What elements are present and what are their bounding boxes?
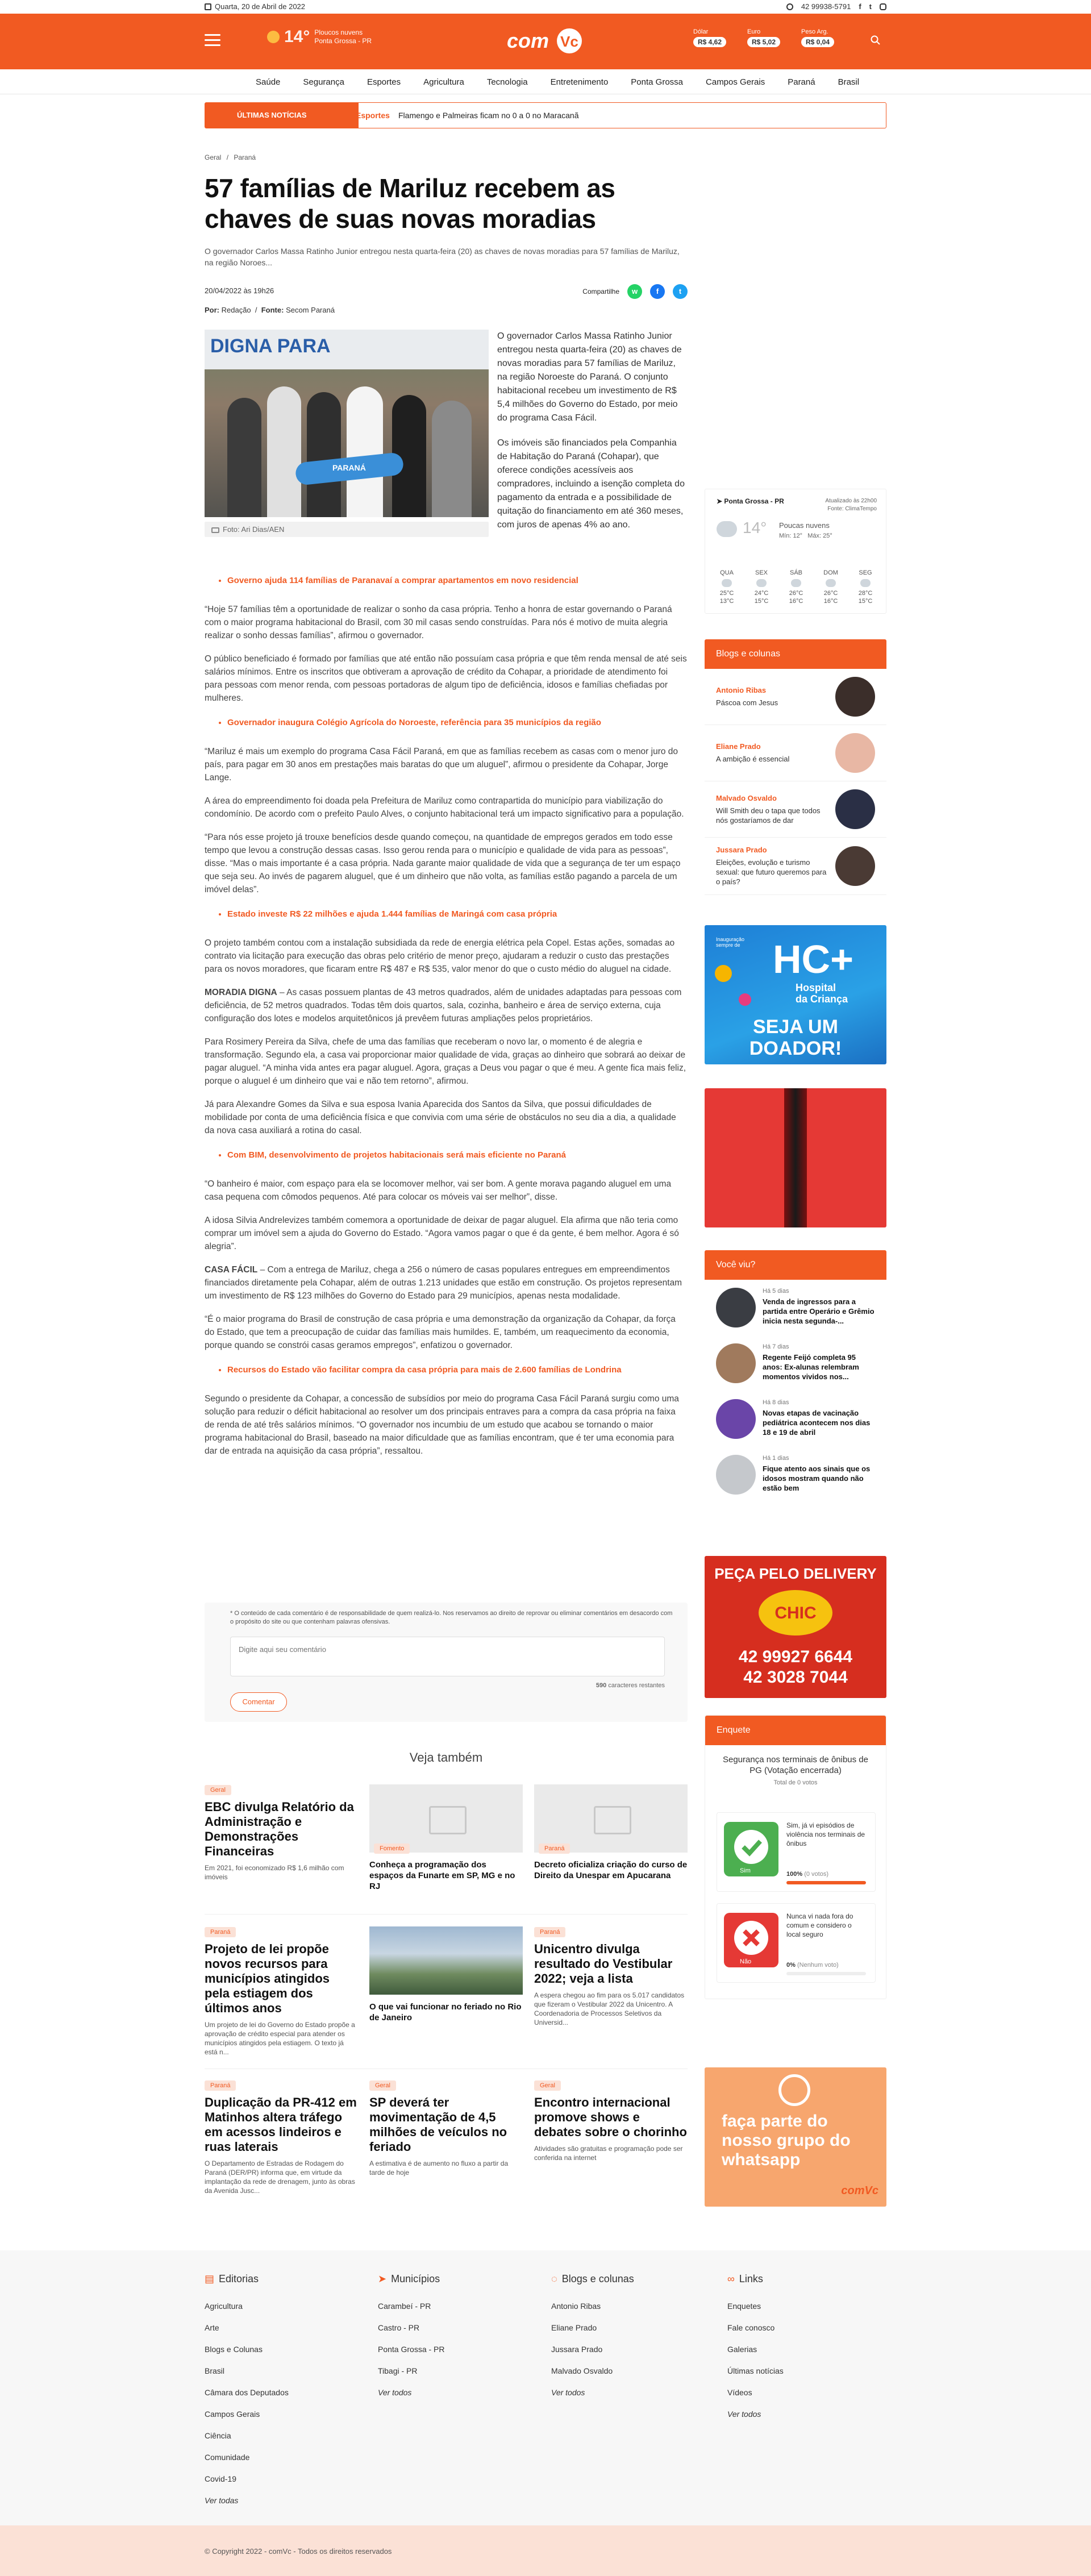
ad-cta: SEJA UM DOADOR! [749,1016,842,1059]
paragraph: “Mariluz é mais um exemplo do programa Casa Fácil Paraná, em que as famílias recebem as casas com o menor juro do país, para pagar em 30 anos em prestações mais baratas do que um aluguel”, afirmou o presidente da Cohapar, Jorge Lange. [205,747,678,783]
card-image-placeholder[interactable] [369,1784,523,1853]
card-image[interactable] [369,1926,523,1995]
footer-link[interactable]: Covid-19 [205,2474,237,2483]
nav-item-parana[interactable]: Paraná [788,77,815,87]
nav-item-ponta-grossa[interactable]: Ponta Grossa [631,77,684,87]
avatar[interactable] [835,789,875,829]
comment-input[interactable] [230,1637,665,1676]
currency-peso: Peso Arg. R$ 0,04 [801,28,834,47]
ad-hospital[interactable]: Inauguração sempre de HC+ Hospital da Criança SEJA UM DOADOR! [705,925,886,1064]
blog-item[interactable]: Antonio Ribas Páscoa com Jesus [705,669,886,725]
weather-temp: 14° [743,519,767,536]
card-tag[interactable]: Geral [205,1785,231,1795]
header-weather-cond: Ploucos nuvens [314,28,363,36]
footer-link[interactable]: Blogs e Colunas [205,2345,263,2354]
footer-col-municipios: ➤ Municípios Carambeí - PR Castro - PR Ponta Grossa - PR Tibagi - PR Ver todos [378,2273,537,2403]
poll-total: Total de 0 votos [773,1779,818,1786]
list-item[interactable]: Há 5 dias Venda de ingressos para a partida entre Operário e Grêmio inicia nesta segunda-... [705,1280,886,1335]
calendar-icon [205,3,211,10]
footer-link[interactable]: Vídeos [727,2388,752,2397]
paragraph: CASA FÁCIL – Com a entrega de Mariluz, chega a 256 o número de casas populares entregues em empreendimentos financiados diretamente pela Cohapar, além de outras 1.213 unidades que estão em construção. Os projetos representam um investimento de R$ 123 milhões do Governo do Estado para 29 municípios, apenas nesta modalidade. [205,1265,682,1301]
site-footer [0,2250,1091,2525]
footer-link[interactable]: Campos Gerais [205,2409,260,2419]
paragraph: “O banheiro é maior, com espaço para ela se locomover melhor, vai ser bom. A gente morava pagando aluguel em uma casa pequena com cômodos pequenos. Até para colocar os móveis vai ser melhor”, disse. [205,1179,672,1202]
poll-option[interactable]: Não Nunca vi nada fora do comum e considero o local seguro 0% (Nenhum voto) [717,1903,876,1983]
blog-item[interactable]: Malvado Osvaldo Will Smith deu o tapa que todos nós gostaríamos de dar [705,781,886,838]
poll-widget [705,1715,886,1999]
card-title[interactable]: Unicentro divulga resultado do Vestibular 2022; veja a lista [534,1942,673,1986]
article-photo[interactable] [205,330,489,517]
currency-dollar: Dólar R$ 4,62 [693,28,726,47]
footer-link[interactable]: Câmara dos Deputados [205,2388,289,2397]
card-desc: Um projeto de lei do Governo do Estado propõe a aprovação de crédito especial para atender os municípios atingidos pela estiagem. O texto já está n... [205,2021,355,2056]
nav-item-campos-gerais[interactable]: Campos Gerais [706,77,765,87]
avatar[interactable] [835,733,875,773]
card-title[interactable]: Conheça a programação dos espaços da Funarte em SP, MG e no RJ [369,1860,515,1891]
avatar[interactable] [835,846,875,886]
nav-item-entretenimento[interactable]: Entretenimento [550,77,609,87]
news-card[interactable] [369,2080,523,2177]
poll-title: Enquete [705,1716,886,1745]
paragraph: O público beneficiado é formado por famílias que até então não possuíam casa própria e que têm renda mensal de até seis salários mínimos. Entre os inscritos que obtiveram a aprovação de crédito da Cohapar, a prioridade de atendimento foi para pessoas com menor renda, com pessoas portadoras de algum tipo de deficiência, idosos e famílias chefiadas por mulheres. [205,654,687,703]
link-icon: ∞ [727,2273,735,2284]
article-lead [497,330,688,543]
news-card[interactable] [534,2080,688,2162]
list-item[interactable]: Há 8 dias Novas etapas de vacinação pediátrica acontecem nos dias 18 e 19 de abril [705,1391,886,1447]
footer-link[interactable]: Tibagi - PR [378,2366,418,2375]
footer-see-all[interactable]: Ver todas [205,2496,239,2505]
weather-updated: Atualizado às 22h00 [825,498,877,504]
card-title[interactable]: Decreto oficializa criação do curso de Direito da Unespar em Apucarana [534,1860,688,1880]
poll-bar [786,1881,866,1884]
weather-min: Mín: 12° [779,532,803,539]
paragraph: A idosa Silvia Andrelevizes também comemora a oportunidade de deixar de pagar aluguel. Ela afirma que não teria como comprar um imóvel sem a ajuda do Governo do Estado. “Agora vamos pagar o que é da gente, é bem melhor. Agora é só alegria”. [205,1216,679,1251]
nav-item-saude[interactable]: Saúde [256,77,281,87]
photo-key-text: PARANÁ [332,463,366,472]
paragraph: “É o maior programa do Brasil de construção de casa própria e uma demonstração da organização da Cohapar, da força do Estado, que tem a preocupação de cuidar das famílias mais humildes. E, também, um reaquecimento da economia, porque quando se constrói casas geramos empregos”, enfatizou o governador. [205,1314,676,1350]
share-bar [582,284,688,299]
instagram-icon[interactable] [880,3,886,10]
nav-item-esportes[interactable]: Esportes [367,77,401,87]
twitter-share-icon[interactable]: t [673,284,688,299]
char-counter: 590 caracteres restantes [596,1682,665,1689]
paragraph: Para Rosimery Pereira da Silva, chefe de uma das famílias que receberam o novo lar, o momento é de alegria e transformação. Segundo ela, a casa vai proporcionar maior qualidade de vida, graças ao dinheiro que sobrará ao deixar de pagar aluguel. “A minha vida antes era pagar aluguel. Agora, graças a Deus vou pagar o que é meu. A gente fica mais feliz, porque o aluguel é um dinheiro que vai e não tem retorno”, afirmou. [205,1037,686,1086]
footer-link[interactable]: Arte [205,2323,219,2332]
ticker-label: ÚLTIMAS NOTÍCIAS [205,103,359,128]
news-card[interactable] [369,1926,523,2023]
paragraph: “Para nós esse projeto já trouxe benefícios desde quando começou, na quantidade de empregos gerados em todo esse tempo que levou a construção dessas casas. Isso gerou renda para o município e qualidade de vida para as pessoas”, disse. “Mas o mais importante é a casa própria. Nada garante maior qualidade de vida que a segurança de ter um espaço que seja seu. Ao invés de pagarem aluguel, que é um dinheiro que não volta, as famílias estão pagando a parcela de um imóvel delas”. [205,833,681,894]
ticker-category[interactable]: Esportes [356,111,390,120]
blogs-title: Blogs e colunas [705,639,886,669]
main-nav [0,69,1091,94]
header-temp: 14° [284,27,310,46]
facebook-share-icon[interactable]: f [650,284,665,299]
search-icon[interactable] [871,35,881,45]
footer-col-editorias: ▤ Editorias Agricultura Arte Blogs e Colunas Brasil Câmara dos Deputados Campos Gerais Ciência Comunidade Covid-19 Ver todas [205,2273,364,2511]
weather-source: Fonte: ClimaTempo [827,506,877,512]
footer-link[interactable]: Ponta Grossa - PR [378,2345,445,2354]
footer-see-all[interactable]: Ver todos [378,2388,412,2397]
related-link[interactable]: Estado investe R$ 22 milhões e ajuda 1.444 famílias de Maringá com casa própria [227,909,557,919]
related-link[interactable]: Governador inaugura Colégio Agrícola do Noroeste, referência para 35 municípios da região [227,718,601,727]
top-bar [0,0,1091,14]
voce-viu-title: Você viu? [705,1250,886,1280]
footer-link[interactable]: Últimas notícias [727,2366,784,2375]
comment-button[interactable]: Comentar [230,1692,287,1712]
nav-item-agricultura[interactable]: Agricultura [423,77,464,87]
ad-brand: CHIC [774,1604,817,1622]
paragraph: Já para Alexandre Gomes da Silva e sua esposa Ivania Aparecida dos Santos da Silva, que possui dificuldades de mobilidade por conta de uma deficiência física e que convivia com uma série de obstáculos no seu dia a dia, a qualidade da nova casa auxiliará a rotina do casal. [205,1100,676,1135]
card-title[interactable]: Encontro internacional promove shows e debates sobre o chorinho [534,2095,687,2139]
lead-paragraph: O governador Carlos Massa Ratinho Junior entregou nesta quarta-feira (20) as chaves de novas moradias para 57 famílias de Mariluz, na região Noroeste do Paraná. O conjunto habitacional recebeu um investimento de R$ 5,4 milhões do Governo do Estado, por meio do programa Casa Fácil. [497,331,682,423]
cloud-icon [826,579,836,587]
cloud-icon [756,579,767,587]
lead-paragraph: Os imóveis são financiados pela Companhia de Habitação do Paraná (Cohapar), que oferece condições acessíveis aos compradores, incluindo a isenção completa do pagamento da entrada e a possibilidade de quitação do financiamento em até 360 meses, com juros de apenas 4% ao ano. [497,438,685,530]
footer-link[interactable]: Brasil [205,2366,225,2375]
ad-delivery[interactable]: PEÇA PELO DELIVERY CHIC 42 99927 6644 42 3028 7044 [705,1556,886,1698]
site-logo[interactable] [506,26,585,56]
list-item[interactable]: Há 7 dias Regente Feijó completa 95 anos: Ex-alunas relembram momentos vividos nos... [705,1335,886,1391]
card-title[interactable]: Duplicação da PR-412 em Matinhos altera tráfego em acessos lindeiros e ruas laterais [205,2095,357,2154]
poll-question: Segurança nos terminais de ônibus de PG (Votação encerrada) [723,1755,868,1775]
copyright-text: © Copyright 2022 - comVc - Todos os direitos reservados [205,2547,392,2556]
ad-brand: comVc [841,2184,878,2197]
related-link[interactable]: Governo ajuda 114 famílias de Paranavaí a comprar apartamentos em novo residencial [227,576,578,585]
paragraph: O projeto também contou com a instalação subsidiada da rede de energia elétrica pela Copel. Estas ações, somadas ao contrato via licitação para execução das obras pelo critério de menor preço, ajudaram a reduzir o custo das prestações para os novos moradores, que ficaram entre R$ 487 e R$ 535, valor menor do que o custo médio do aluguel na cidade. [205,938,675,974]
footer-link[interactable]: Jussara Prado [551,2345,603,2354]
footer-link[interactable]: Malvado Osvaldo [551,2366,613,2375]
paragraph: “Hoje 57 famílias têm a oportunidade de realizar o sonho da casa própria. Tenho a honra de estar governando o Paraná com o maior programa habitacional do Brasil, com 30 mil casas sendo construídas. Para nós é motivo de muita alegria realizar o sonho dessas famílias”, afirmou o governador. [205,605,672,640]
article-source: Secom Paraná [286,306,335,314]
footer-link[interactable]: Enquetes [727,2302,761,2311]
current-date: Quarta, 20 de Abril de 2022 [215,2,306,11]
avatar[interactable] [835,677,875,717]
paragraph: A área do empreendimento foi doada pela Prefeitura de Mariluz como contrapartida do município para viabilização do condomínio. De acordo com o prefeito Paulo Alves, o conjunto habitacional terá um impacto significativo para a população. [205,796,684,819]
navigation-icon: ➤ [378,2273,387,2284]
see-also-section [205,1750,688,2195]
ad-brand: HC+ [773,937,853,981]
forecast-row [711,569,881,605]
card-title[interactable]: O que vai funcionar no feriado no Rio de Janeiro [369,2002,522,2022]
location-icon: ➤ [717,497,724,505]
poll-option[interactable]: Sim Sim, já vi episódios de violência nos terminais de ônibus 100% (0 votos) [717,1812,876,1892]
blog-item[interactable]: Jussara Prado Eleições, evolução e turismo sexual: que futuro queremos para o país? [705,838,886,895]
footer-link[interactable]: Eliane Prado [551,2323,597,2332]
footer-col-links: ∞ Links Enquetes Fale conosco Galerias Últimas notícias Vídeos Ver todos [727,2273,886,2425]
news-card[interactable] [205,2080,358,2195]
whatsapp-share-icon[interactable]: w [627,284,642,299]
footer-see-all[interactable]: Ver todos [727,2409,761,2419]
card-tag[interactable]: Paraná [534,1927,565,1937]
thumbnail [716,1455,756,1495]
related-link[interactable]: Recursos do Estado vão facilitar compra da casa própria para mais de 2.600 famílias de Londrina [227,1365,622,1375]
breadcrumb-parana[interactable]: Paraná [234,153,256,161]
card-tag[interactable]: Paraná [205,2080,236,2091]
nav-item-seguranca[interactable]: Segurança [303,77,344,87]
weather-max: Máx: 25° [807,532,832,539]
news-card[interactable] [534,1926,688,2027]
footer-link[interactable]: Antonio Ribas [551,2302,601,2311]
photo-caption: Foto: Ari Dias/AEN [205,522,489,537]
forecast-day: DOM 26°C 16°C [823,569,838,605]
paragraph: Segundo o presidente da Cohapar, a concessão de subsídios por meio do programa Casa Fácil Paraná surgiu como uma solução para reduzir o déficit habitacional ao resolver um dos principais entraves para a compra da casa própria na faixa de renda de até três salários mínimos. “O governador nos incumbiu de um estudo que acabou se tornando o maior programa habitacional do Brasil, baseado na maior dificuldade que as famílias encontram, que é ter uma economia para dar de entrada na aquisição da casa própria”, ressaltou. [205,1394,679,1456]
card-image-placeholder[interactable] [534,1784,688,1853]
card-title[interactable]: EBC divulga Relatório da Administração e Demonstrações Financeiras [205,1800,354,1858]
thumbnail [716,1288,756,1327]
card-desc: Em 2021, foi economizado R$ 1,6 milhão com imóveis [205,1864,344,1881]
article-datetime: 20/04/2022 às 19h26 [205,286,274,295]
news-card[interactable] [205,1926,358,2057]
news-card[interactable] [534,1784,688,1881]
card-tag[interactable]: Geral [369,2080,396,2091]
header-weather-place: Ponta Grossa - PR [314,37,372,45]
footer-link[interactable]: Fale conosco [727,2323,775,2332]
thumbnail [716,1399,756,1439]
card-desc: O Departamento de Estradas de Rodagem do Paraná (DER/PR) informa que, em virtude da implantação da rede de drenagem, junto às obras da Avenida Jusc... [205,2159,355,2195]
comment-form [205,1603,688,1722]
cloud-icon [860,579,871,587]
article-meta: 20/04/2022 às 19h26 Por: Redação / Fonte: Secom Paraná [205,285,688,316]
footer-col-blogs: ◌ Blogs e colunas Antonio Ribas Eliane Prado Jussara Prado Malvado Osvaldo Ver todos [551,2273,710,2403]
card-desc: A espera chegou ao fim para os 5.017 candidatos que fizeram o Vestibular 2022 da Unicentro. A Coordenadoria de Processos Seletivos da Universid... [534,1991,685,2026]
photo-banner-text: DIGNA PARA [210,335,331,357]
svg-text:com: com [507,29,549,52]
nav-item-brasil[interactable]: Brasil [838,77,860,87]
copyright-bar [0,2525,1091,2576]
breadcrumb-geral[interactable]: Geral [205,153,222,161]
blogs-widget [705,639,886,895]
forecast-day: QUA 25°C 13°C [719,569,734,605]
card-tag[interactable]: Paraná [539,1843,570,1854]
card-title[interactable]: Projeto de lei propõe novos recursos para municípios atingidos pela estiagem dos últimos anos [205,1942,330,2015]
see-also-title: Veja também [409,1750,483,1765]
footer-link[interactable]: Carambeí - PR [378,2302,431,2311]
article-body [205,563,688,1468]
footer-link[interactable]: Comunidade [205,2453,250,2462]
chat-icon: ◌ [551,2273,557,2284]
ticker-headline[interactable]: Flamengo e Palmeiras ficam no 0 a 0 no Maracanã [398,111,579,120]
article-author: Redação [221,306,251,314]
comment-disclaimer: * O conteúdo de cada comentário é de responsabilidade de quem realizá-lo. Nos reservamos ao direito de reprovar ou eliminar comentários em desacordo com o propósito do site ou que contenham palavras ofensivas. [230,1610,673,1625]
list-item[interactable]: Há 1 dias Fique atento aos sinais que os idosos mostram quando não estão bem [705,1447,886,1503]
blog-item[interactable]: Eliane Prado A ambição é essencial [705,725,886,781]
thumbnail [716,1343,756,1383]
card-tag[interactable]: Geral [534,2080,561,2091]
weather-cond: Poucas nuvens [779,521,830,530]
hamburger-menu-icon[interactable] [205,34,220,49]
ad-banner-red[interactable] [705,1088,886,1227]
whatsapp-icon[interactable] [786,3,793,10]
article-figure [205,330,489,534]
phone-number[interactable]: 42 99938-5791 [801,2,851,11]
forecast-day: SÁB 26°C 16°C [789,569,803,605]
footer-link[interactable]: Ciência [205,2431,231,2440]
header-weather [267,27,372,47]
nav-item-tecnologia[interactable]: Tecnologia [486,77,528,87]
facebook-icon[interactable]: f [859,2,861,11]
camera-icon [211,527,219,533]
poll-bar [786,1972,866,1975]
news-ticker [205,102,886,128]
breadcrumb: Geral / Paraná [205,153,256,161]
site-header [0,14,1091,69]
svg-text:Vc: Vc [560,33,578,50]
poll-pct: 100% [786,1871,803,1878]
news-card[interactable] [205,1784,358,1882]
footer-see-all[interactable]: Ver todos [551,2388,585,2397]
twitter-icon[interactable]: t [869,2,872,11]
checkmark-icon[interactable] [724,1822,778,1876]
paragraph: MORADIA DIGNA – As casas possuem plantas de 43 metros quadrados, além de unidades adaptadas para pessoas com deficiência, de 52 metros quadrados. Todas têm dois quartos, sala, cozinha, banheiro e área de serviço externa, cuja configuração dos lotes e modelos arquitetônicos já prevêem futuras ampliações pelos proprietários. [205,988,682,1023]
card-title[interactable]: SP deverá ter movimentação de 4,5 milhões de veículos no feriado [369,2095,507,2154]
cloud-icon [791,579,801,587]
forecast-day: SEG 28°C 15°C [858,569,873,605]
sun-cloud-icon [267,31,280,43]
page-title: 57 famílias de Mariluz recebem as chaves de suas novas moradias [205,173,615,234]
ad-whatsapp[interactable]: faça parte do nosso grupo do whatsapp comVc [705,2067,886,2207]
weather-city: ➤ Ponta Grossa - PR [717,497,784,505]
share-label: Compartilhe [582,288,619,296]
card-desc: A estimativa é de aumento no fluxo a partir da tarde de hoje [369,2159,509,2177]
footer-link[interactable]: Castro - PR [378,2323,420,2332]
article-subtitle: O governador Carlos Massa Ratinho Junior entregou nesta quarta-feira (20) as chaves de novas moradias para 57 famílias de Mariluz, na região Noroes... [205,247,680,267]
card-desc: Atividades são gratuitas e programação pode ser conferida na internet [534,2145,683,2162]
poll-pct: 0% [786,1962,796,1969]
footer-link[interactable]: Galerias [727,2345,757,2354]
news-card[interactable] [369,1784,523,1892]
article [205,142,688,1456]
list-icon: ▤ [205,2273,215,2284]
forecast-day: SEX 24°C 15°C [754,569,769,605]
cloud-icon [722,579,732,587]
weather-widget [705,489,886,614]
whatsapp-icon [778,2074,810,2106]
card-tag[interactable]: Fomento [374,1843,410,1854]
footer-link[interactable]: Agricultura [205,2302,243,2311]
cloud-icon [717,521,737,537]
currency-euro: Euro R$ 5,02 [747,28,780,47]
card-tag[interactable]: Paraná [205,1927,236,1937]
voce-viu-widget [705,1250,886,1503]
related-link[interactable]: Com BIM, desenvolvimento de projetos habitacionais será mais eficiente no Paraná [227,1150,567,1160]
